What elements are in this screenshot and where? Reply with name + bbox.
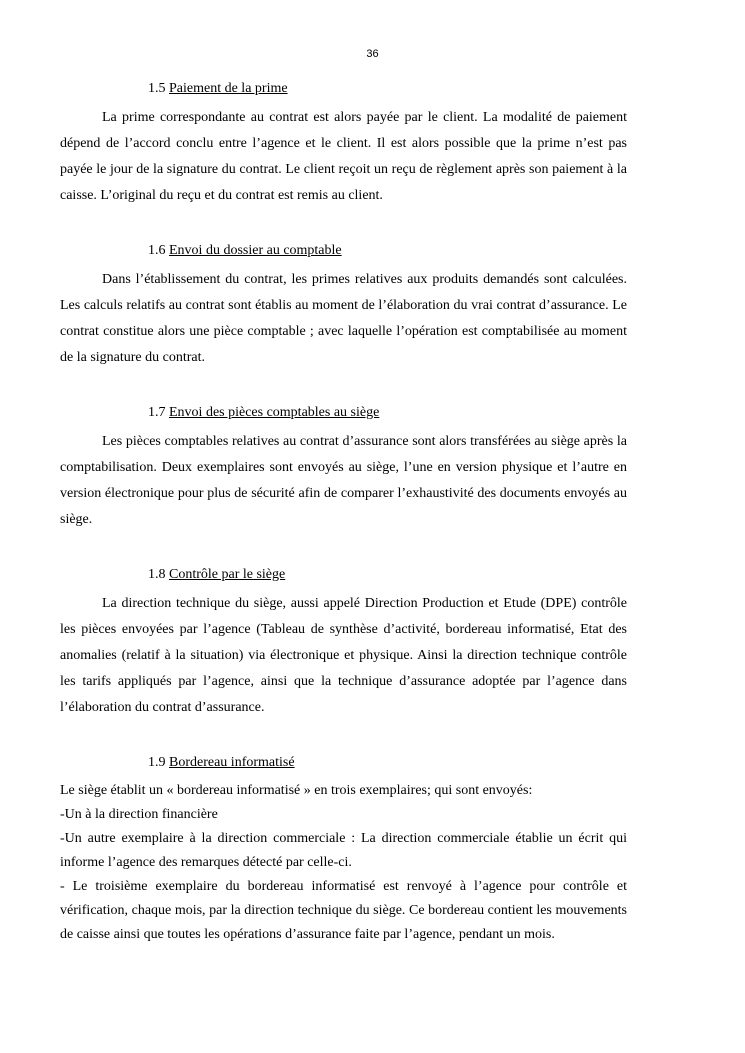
section-title: Bordereau informatisé — [169, 755, 295, 770]
section-heading-1-5 — [60, 79, 627, 99]
list-item: -Un autre exemplaire à la direction commerciale : La direction commerciale établie un écrit qui informe l’agence des remarques détecté par celle-ci. — [60, 831, 627, 870]
section-number: 1.6 — [148, 243, 166, 258]
list-item: -Un à la direction financière — [60, 807, 218, 822]
section-title: Envoi des pièces comptables au siège — [169, 405, 380, 420]
section-number: 1.7 — [148, 405, 166, 420]
list-intro: Le siège établit un « bordereau informatisé » en trois exemplaires; qui sont envoyés: — [60, 783, 533, 798]
section-body-1-9 — [60, 779, 627, 947]
section-heading-1-6 — [60, 241, 627, 261]
section-number: 1.8 — [148, 567, 166, 582]
list-item: - Le troisième exemplaire du bordereau informatisé est renvoyé à l’agence pour contrôle et vérification, chaque mois, par la direction technique du siège. Ce bordereau contient les mouvements de caisse ainsi que toutes les opérations d’assurance faite par l’agence, pendant un mois. — [60, 879, 627, 942]
section-title: Paiement de la prime — [169, 81, 288, 96]
page-content — [60, 79, 627, 947]
section-body-1-6: Dans l’établissement du contrat, les primes relatives aux produits demandés sont calculées. Les calculs relatifs au contrat sont établis au moment de l’élaboration du vrai contrat d’assurance. Le contrat constitue alors une pièce comptable ; avec laquelle l’opération est comptabilisée au moment de la signature du contrat. — [60, 272, 627, 365]
section-heading-1-7 — [60, 403, 627, 423]
section-number: 1.9 — [148, 755, 166, 770]
section-body-1-5: La prime correspondante au contrat est alors payée par le client. La modalité de paiement dépend de l’accord conclu entre l’agence et le client. Il est alors possible que la prime n’est pas payée le jour de la signature du contrat. Le client reçoit un reçu de règlement après son paiement à la caisse. L’original du reçu et du contrat est remis au client. — [60, 110, 627, 203]
section-body-1-7: Les pièces comptables relatives au contrat d’assurance sont alors transférées au siège après la comptabilisation. Deux exemplaires sont envoyés au siège, l’une en version physique et l’autre en version électronique pour plus de sécurité afin de comparer l’exhaustivité des documents envoyés au siège. — [60, 434, 627, 527]
section-title: Envoi du dossier au comptable — [169, 243, 342, 258]
section-number: 1.5 — [148, 81, 166, 96]
section-heading-1-9 — [60, 753, 627, 773]
section-body-1-8: La direction technique du siège, aussi appelé Direction Production et Etude (DPE) contrôle les pièces envoyées par l’agence (Tableau de synthèse d’activité, bordereau informatisé, Etat des anomalies (relatif à la situation) via électronique et physique. Ainsi la direction technique contrôle les tarifs appliqués par l’agence, ainsi que la technique d’assurance adoptée par l’agence dans l’élaboration du contrat d’assurance. — [60, 596, 627, 715]
section-heading-1-8 — [60, 565, 627, 585]
section-title: Contrôle par le siège — [169, 567, 286, 582]
page-number: 36 — [366, 48, 379, 60]
